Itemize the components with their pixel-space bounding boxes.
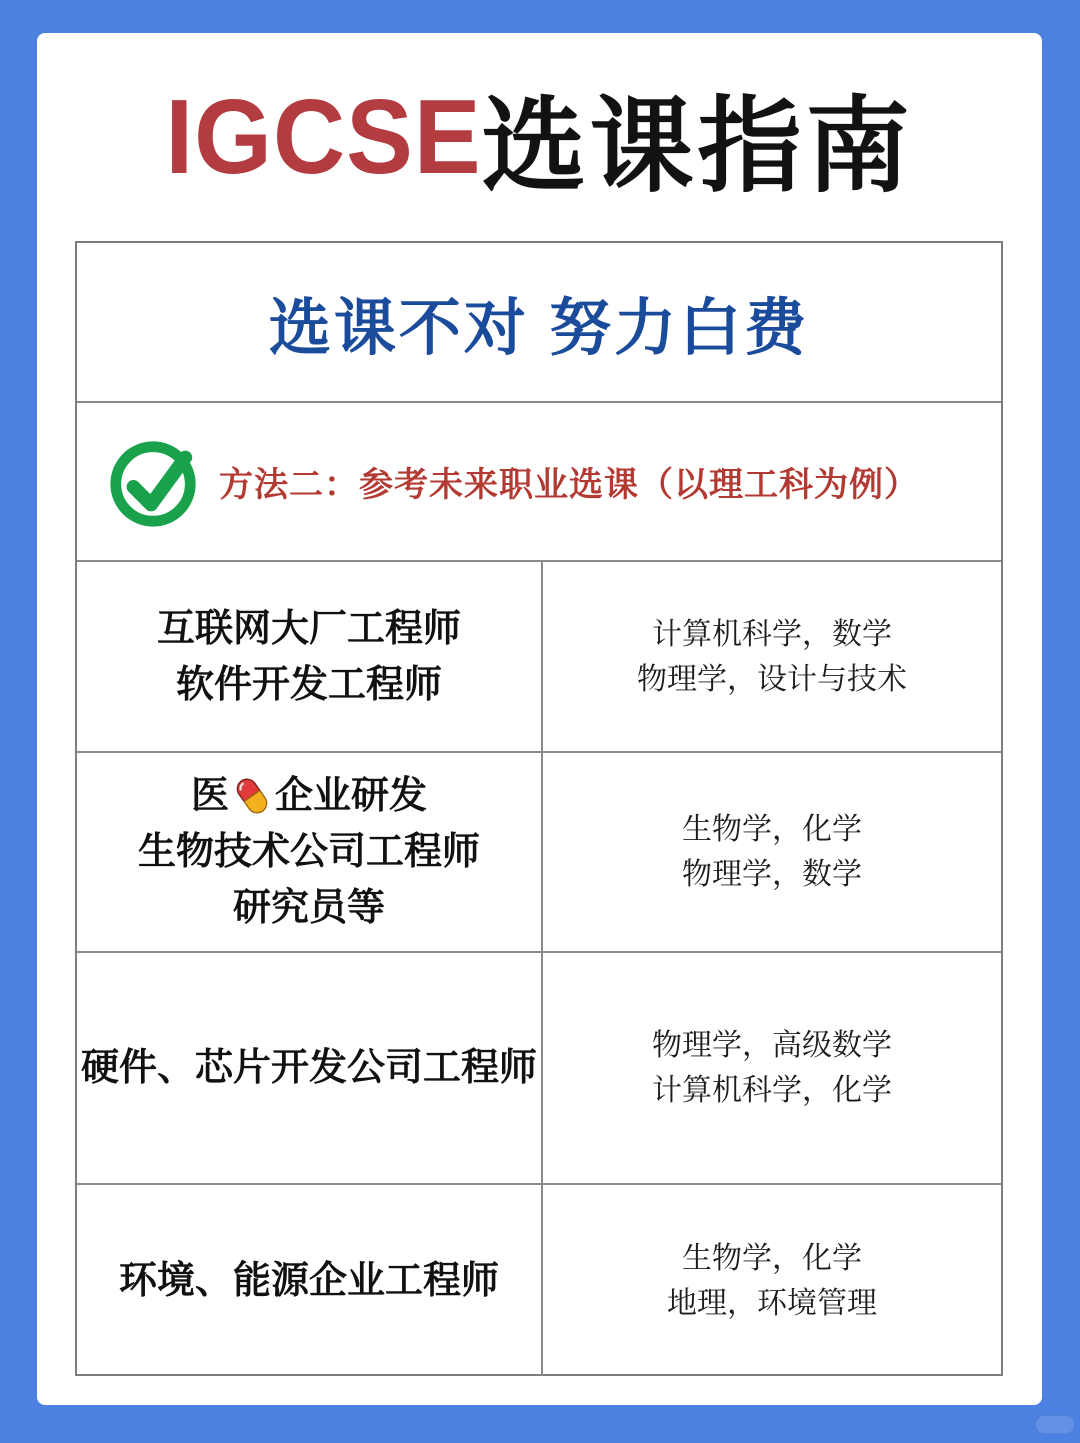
pill-icon: [231, 773, 273, 819]
subject-line: 物理学，设计与技术: [637, 662, 907, 696]
career-table-rows: [77, 560, 1001, 1376]
subject-line: 计算机科学，化学: [652, 1074, 892, 1107]
career-cell: [77, 1185, 541, 1376]
check-circle-icon: [105, 433, 203, 531]
watermark-badge: [1035, 1415, 1075, 1434]
method-text: 方法二：参考未来职业选课（以理工科为例）: [219, 466, 919, 504]
career-line: [119, 1253, 499, 1309]
career-line: [81, 1040, 537, 1096]
subjects-cell: [541, 1185, 1001, 1376]
subjects-cell: [541, 953, 1001, 1183]
title-english: IGCSE: [165, 77, 482, 196]
career-text: 企业研发: [275, 775, 428, 817]
subject-line: 生物学，化学: [682, 813, 862, 846]
table-row: [77, 751, 1001, 951]
career-text: 医: [190, 775, 229, 817]
career-line: [157, 601, 461, 657]
career-line: [176, 657, 442, 713]
table-row: [77, 951, 1001, 1183]
poster-card: [37, 33, 1042, 1405]
banner-row: [77, 243, 1001, 401]
table-row: [77, 560, 1001, 751]
career-text: 互联网大厂工程师: [156, 607, 461, 650]
career-cell: [77, 953, 541, 1183]
career-text: 软件开发工程师: [175, 663, 442, 706]
subjects-cell: [541, 753, 1001, 951]
subject-line: 生物学，化学: [682, 1241, 862, 1275]
career-cell: [77, 753, 541, 951]
career-text: 环境、能源企业工程师: [118, 1259, 499, 1302]
career-text: 硬件、芯片开发公司工程师: [80, 1047, 537, 1089]
career-line: [191, 768, 427, 824]
subject-line: 计算机科学，数学: [652, 617, 892, 651]
page-title: [37, 33, 1042, 241]
subject-line: 物理学，数学: [682, 858, 862, 891]
method-row: [77, 401, 1001, 560]
career-text: 生物技术公司工程师: [137, 831, 480, 873]
table-row: [77, 1183, 1001, 1376]
banner-text: 选课不对 努力白费: [268, 293, 810, 363]
title-chinese: 选课指南: [481, 89, 914, 205]
course-table: [75, 241, 1003, 1376]
career-text: 研究员等: [232, 887, 385, 929]
subject-line: 地理，环境管理: [667, 1286, 877, 1320]
career-cell: [77, 562, 541, 751]
subjects-cell: [541, 562, 1001, 751]
subject-line: 物理学，高级数学: [652, 1029, 892, 1062]
career-line: [233, 880, 385, 936]
career-line: [138, 824, 480, 880]
